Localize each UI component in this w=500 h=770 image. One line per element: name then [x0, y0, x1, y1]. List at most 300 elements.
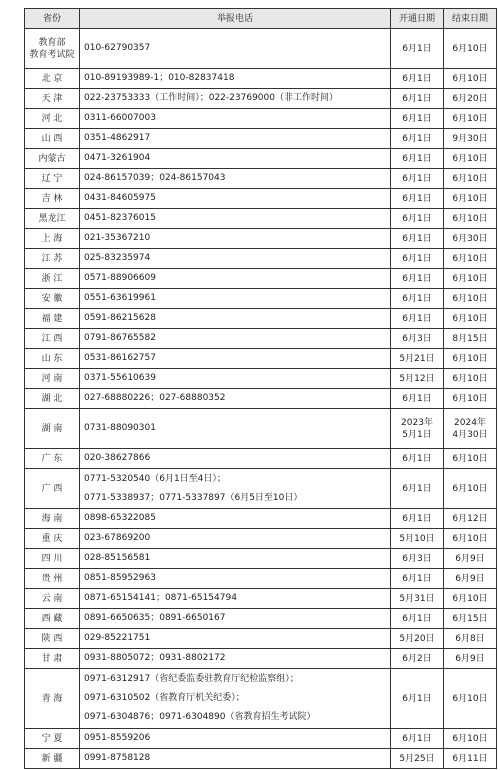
end-date-cell-text: 9月30日 [452, 133, 488, 144]
phone-cell [80, 89, 391, 109]
table-row [25, 189, 497, 209]
end-date-cell [444, 329, 497, 349]
start-date-cell-text: 6月1日 [402, 213, 432, 224]
phone-cell-text: 024-86157039；024-86157043 [84, 173, 226, 183]
end-date-cell-text: 6月10日 [452, 73, 488, 84]
phone-cell [80, 129, 391, 149]
table-row [25, 749, 497, 769]
phone-cell-text: 0531-86162757 [84, 353, 156, 363]
table-row [25, 649, 497, 669]
start-date-cell [391, 549, 444, 569]
province-cell-text: 安 徽 [41, 293, 63, 304]
start-date-cell [391, 69, 444, 89]
end-date-cell-text: 6月10日 [452, 293, 488, 304]
phone-cell [80, 109, 391, 129]
phone-cell [80, 149, 391, 169]
end-date-cell-text: 6月9日 [455, 653, 485, 664]
province-cell [25, 169, 80, 189]
table-row [25, 29, 497, 69]
province-cell [25, 569, 80, 589]
table-row [25, 549, 497, 569]
start-date-cell [391, 669, 444, 729]
start-date-cell-text: 6月1日 [402, 313, 432, 324]
start-date-cell-text: 6月1日 [402, 513, 432, 524]
start-date-cell-text: 5月10日 [399, 533, 435, 544]
table-row [25, 269, 497, 289]
phone-cell-text: 025-83235974 [84, 253, 151, 263]
phone-cell [80, 469, 391, 509]
start-date-cell-text: 6月1日 [402, 153, 432, 164]
start-date-cell [391, 509, 444, 529]
phone-cell [80, 309, 391, 329]
start-date-cell-text: 6月1日 [402, 693, 432, 704]
province-cell-text: 湖 北 [41, 393, 63, 404]
start-date-cell [391, 389, 444, 409]
end-date-cell-text: 6月10日 [452, 353, 488, 364]
end-date-cell-text: 6月10日 [452, 733, 488, 744]
end-date-cell [444, 169, 497, 189]
end-date-cell-text: 6月10日 [452, 533, 488, 544]
phone-cell-text: 0931-8805072；0931-8802172 [84, 653, 226, 663]
province-cell [25, 369, 80, 389]
start-date-cell [391, 309, 444, 329]
table-row [25, 569, 497, 589]
province-cell [25, 349, 80, 369]
province-cell-text: 浙 江 [41, 273, 63, 284]
end-date-cell [444, 549, 497, 569]
phone-cell-text: 0991-8758128 [84, 753, 151, 763]
end-date-cell [444, 729, 497, 749]
start-date-cell-text: 6月1日 [402, 483, 432, 494]
start-date-cell [391, 29, 444, 69]
start-date-cell [391, 89, 444, 109]
end-date-cell [444, 669, 497, 729]
start-date-cell [391, 209, 444, 229]
province-cell [25, 529, 80, 549]
table-row [25, 589, 497, 609]
phone-cell [80, 649, 391, 669]
province-cell-text: 河 南 [41, 373, 63, 384]
province-cell [25, 729, 80, 749]
phone-cell [80, 349, 391, 369]
end-date-cell [444, 109, 497, 129]
start-date-cell [391, 589, 444, 609]
province-cell [25, 109, 80, 129]
end-date-cell-text: 4月30日 [452, 429, 488, 440]
start-date-cell-text: 6月1日 [402, 453, 432, 464]
start-date-cell-text: 6月1日 [402, 573, 432, 584]
end-date-cell [444, 149, 497, 169]
start-date-cell [391, 569, 444, 589]
end-date-cell-text: 6月10日 [452, 43, 488, 54]
province-cell-text: 北 京 [41, 73, 63, 84]
phone-cell-text: 0471-3261904 [84, 153, 151, 163]
province-cell [25, 29, 80, 69]
end-date-cell [444, 229, 497, 249]
start-date-cell-text: 6月1日 [402, 73, 432, 84]
end-date-cell-text: 6月10日 [452, 593, 488, 604]
province-cell [25, 289, 80, 309]
province-cell [25, 749, 80, 769]
province-cell-text: 新 疆 [41, 753, 63, 764]
start-date-cell [391, 449, 444, 469]
province-cell [25, 409, 80, 449]
phone-cell [80, 569, 391, 589]
start-date-cell-text: 6月1日 [402, 133, 432, 144]
province-cell [25, 629, 80, 649]
table-row [25, 509, 497, 529]
end-date-cell [444, 629, 497, 649]
start-date-cell [391, 249, 444, 269]
table-row [25, 629, 497, 649]
province-cell-text: 天 津 [41, 93, 63, 104]
province-cell [25, 89, 80, 109]
end-date-cell-text: 6月15日 [452, 613, 488, 624]
table-row [25, 149, 497, 169]
end-date-cell-text: 6月10日 [452, 173, 488, 184]
table-row [25, 109, 497, 129]
province-cell-text: 吉 林 [41, 193, 63, 204]
phone-cell-text: 0571-88906609 [84, 273, 156, 283]
table-body [25, 29, 497, 769]
province-cell-text: 广 东 [41, 453, 63, 464]
start-date-cell [391, 729, 444, 749]
table-row [25, 609, 497, 629]
end-date-cell [444, 529, 497, 549]
phone-cell-text: 0371-55610639 [84, 373, 156, 383]
start-date-cell [391, 409, 444, 449]
table-row [25, 349, 497, 369]
end-date-cell [444, 609, 497, 629]
end-date-cell [444, 449, 497, 469]
phone-cell [80, 449, 391, 469]
phone-cell [80, 169, 391, 189]
province-cell-text: 内蒙古 [38, 153, 66, 164]
phone-cell-text: 020-38627866 [84, 453, 151, 463]
phone-cell-text: 0731-88090301 [84, 423, 156, 433]
phone-cell [80, 389, 391, 409]
end-date-cell-text: 6月10日 [452, 483, 488, 494]
province-cell-text: 四 川 [41, 553, 63, 564]
end-date-cell [444, 189, 497, 209]
start-date-cell-text: 5月25日 [399, 753, 435, 764]
end-date-cell [444, 29, 497, 69]
province-cell-text: 广 西 [41, 483, 63, 494]
table-row [25, 169, 497, 189]
table-row [25, 89, 497, 109]
phone-cell [80, 409, 391, 449]
province-cell-text: 湖 南 [41, 423, 63, 434]
phone-cell-text: 0971-6304876；0971-6304890（省教育招生考试院） [84, 712, 316, 722]
phone-cell [80, 229, 391, 249]
start-date-cell [391, 189, 444, 209]
phone-cell-text: 0311-66007003 [84, 113, 156, 123]
start-date-cell-text: 6月1日 [402, 253, 432, 264]
start-date-cell [391, 629, 444, 649]
province-cell-text: 青 海 [41, 693, 63, 704]
province-cell [25, 669, 80, 729]
province-cell [25, 649, 80, 669]
phone-cell [80, 729, 391, 749]
end-date-cell-text: 6月11日 [452, 753, 488, 764]
end-date-cell-text: 6月10日 [452, 273, 488, 284]
phone-cell [80, 669, 391, 729]
start-date-cell-text: 6月1日 [402, 293, 432, 304]
start-date-cell-text: 6月1日 [402, 273, 432, 284]
hotline-table-container [24, 8, 496, 769]
start-date-cell [391, 289, 444, 309]
end-date-cell [444, 509, 497, 529]
end-date-cell [444, 749, 497, 769]
phone-cell-text: 0591-86215628 [84, 313, 156, 323]
province-cell [25, 449, 80, 469]
end-date-cell-text: 8月15日 [452, 333, 488, 344]
phone-cell [80, 609, 391, 629]
start-date-cell-text: 6月2日 [402, 653, 432, 664]
province-cell [25, 589, 80, 609]
province-cell [25, 129, 80, 149]
phone-cell-text: 0771-5320540（6月1日至4日）； [84, 473, 226, 484]
province-cell-text: 教育考试院 [29, 49, 75, 60]
end-date-cell-text: 6月10日 [452, 213, 488, 224]
province-cell [25, 329, 80, 349]
phone-cell-text: 0551-63619961 [84, 293, 156, 303]
start-date-cell [391, 229, 444, 249]
start-date-cell-text: 5月20日 [399, 633, 435, 644]
end-date-cell [444, 269, 497, 289]
province-cell [25, 509, 80, 529]
phone-cell-text: 010-89193989-1；010-82837418 [84, 73, 235, 83]
end-date-cell [444, 309, 497, 329]
end-date-cell [444, 369, 497, 389]
start-date-cell-text: 6月1日 [402, 113, 432, 124]
phone-cell-text: 0971-6312917（省纪委监委驻教育厅纪检监察组）； [84, 674, 299, 684]
phone-cell-text: 0771-5338937；0771-5337897（6月5日至10日） [84, 492, 303, 503]
province-cell [25, 229, 80, 249]
header-start-date: 开通日期 [391, 9, 444, 29]
province-cell-text: 甘 肃 [41, 653, 63, 664]
hotline-table [24, 8, 497, 769]
province-cell [25, 209, 80, 229]
start-date-cell-text: 6月1日 [402, 43, 432, 54]
end-date-cell [444, 289, 497, 309]
start-date-cell [391, 149, 444, 169]
province-cell [25, 469, 80, 509]
start-date-cell-text: 5月21日 [399, 353, 435, 364]
end-date-cell-text: 6月30日 [452, 233, 488, 244]
table-row [25, 409, 497, 449]
table-row [25, 249, 497, 269]
end-date-cell-text: 6月9日 [455, 573, 485, 584]
start-date-cell [391, 349, 444, 369]
phone-cell [80, 269, 391, 289]
phone-cell-text: 022-23753333（工作时间）；022-23769000（非工作时间） [84, 93, 338, 103]
end-date-cell [444, 469, 497, 509]
end-date-cell-text: 6月10日 [452, 153, 488, 164]
table-row [25, 69, 497, 89]
province-cell [25, 389, 80, 409]
phone-cell-text: 0871-65154141；0871-65154794 [84, 593, 237, 603]
province-cell [25, 69, 80, 89]
header-end-date: 结束日期 [444, 9, 497, 29]
end-date-cell-text: 6月8日 [455, 633, 485, 644]
province-cell [25, 269, 80, 289]
table-header-row [25, 9, 497, 29]
province-cell-text: 黑龙江 [38, 213, 66, 224]
phone-cell-text: 0971-6310502（省教育厅机关纪委）； [84, 693, 245, 703]
phone-cell [80, 589, 391, 609]
end-date-cell [444, 589, 497, 609]
end-date-cell-text: 6月20日 [452, 93, 488, 104]
province-cell [25, 609, 80, 629]
province-cell [25, 309, 80, 329]
start-date-cell-text: 6月1日 [402, 233, 432, 244]
phone-cell [80, 509, 391, 529]
start-date-cell [391, 109, 444, 129]
table-row [25, 369, 497, 389]
end-date-cell [444, 209, 497, 229]
start-date-cell-text: 5月12日 [399, 373, 435, 384]
phone-cell-text: 010-62790357 [84, 43, 151, 53]
end-date-cell [444, 69, 497, 89]
phone-cell [80, 549, 391, 569]
start-date-cell [391, 369, 444, 389]
phone-cell [80, 69, 391, 89]
table-row [25, 449, 497, 469]
end-date-cell [444, 349, 497, 369]
phone-cell [80, 529, 391, 549]
table-row [25, 469, 497, 509]
start-date-cell [391, 129, 444, 149]
province-cell-text: 河 北 [41, 113, 63, 124]
end-date-cell [444, 129, 497, 149]
province-cell-text: 云 南 [41, 593, 63, 604]
start-date-cell-text: 2023年 [401, 417, 433, 428]
province-cell [25, 189, 80, 209]
start-date-cell [391, 649, 444, 669]
table-row [25, 729, 497, 749]
start-date-cell-text: 6月3日 [402, 553, 432, 564]
header-phone: 举报电话 [80, 9, 391, 29]
end-date-cell-text: 6月10日 [452, 313, 488, 324]
end-date-cell-text: 2024年 [454, 417, 486, 428]
phone-cell [80, 29, 391, 69]
phone-cell [80, 749, 391, 769]
start-date-cell [391, 609, 444, 629]
phone-cell [80, 329, 391, 349]
end-date-cell-text: 6月10日 [452, 393, 488, 404]
start-date-cell-text: 6月1日 [402, 193, 432, 204]
province-cell-text: 福 建 [41, 313, 63, 324]
table-row [25, 669, 497, 729]
end-date-cell [444, 569, 497, 589]
phone-cell-text: 0951-8559206 [84, 733, 151, 743]
table-row [25, 529, 497, 549]
phone-cell-text: 028-85156581 [84, 553, 151, 563]
end-date-cell-text: 6月10日 [452, 453, 488, 464]
end-date-cell-text: 6月10日 [452, 253, 488, 264]
start-date-cell [391, 169, 444, 189]
phone-cell [80, 629, 391, 649]
province-cell-text: 陕 西 [41, 633, 63, 644]
province-cell-text: 山 东 [41, 353, 63, 364]
start-date-cell [391, 529, 444, 549]
province-cell-text: 江 苏 [41, 253, 63, 264]
table-row [25, 389, 497, 409]
phone-cell-text: 021-35367210 [84, 233, 151, 243]
start-date-cell-text: 6月1日 [402, 733, 432, 744]
province-cell-text: 宁 夏 [41, 733, 63, 744]
province-cell [25, 249, 80, 269]
province-cell-text: 海 南 [41, 513, 63, 524]
province-cell [25, 549, 80, 569]
start-date-cell-text: 6月1日 [402, 93, 432, 104]
province-cell-text: 西 藏 [41, 613, 63, 624]
start-date-cell [391, 469, 444, 509]
province-cell-text: 贵 州 [41, 573, 63, 584]
table-row [25, 309, 497, 329]
province-cell-text: 上 海 [41, 233, 63, 244]
province-cell-text: 教育部 [38, 37, 66, 48]
start-date-cell-text: 5月31日 [399, 593, 435, 604]
phone-cell [80, 289, 391, 309]
start-date-cell [391, 749, 444, 769]
end-date-cell [444, 89, 497, 109]
end-date-cell [444, 649, 497, 669]
phone-cell-text: 023-67869200 [84, 533, 151, 543]
province-cell-text: 辽 宁 [41, 173, 63, 184]
table-row [25, 289, 497, 309]
phone-cell-text: 0351-4862917 [84, 133, 151, 143]
phone-cell-text: 0451-82376015 [84, 213, 156, 223]
phone-cell-text: 029-85221751 [84, 633, 151, 643]
phone-cell-text: 027-68880226；027-68880352 [84, 393, 226, 403]
end-date-cell-text: 6月10日 [452, 193, 488, 204]
phone-cell-text: 0898-65322085 [84, 513, 156, 523]
province-cell-text: 山 西 [41, 133, 63, 144]
start-date-cell-text: 6月1日 [402, 393, 432, 404]
start-date-cell-text: 5月1日 [402, 429, 432, 440]
end-date-cell-text: 6月10日 [452, 373, 488, 384]
table-row [25, 229, 497, 249]
start-date-cell [391, 269, 444, 289]
table-row [25, 209, 497, 229]
table-row [25, 129, 497, 149]
end-date-cell-text: 6月9日 [455, 553, 485, 564]
end-date-cell [444, 249, 497, 269]
phone-cell [80, 369, 391, 389]
province-cell-text: 重 庆 [41, 533, 63, 544]
phone-cell [80, 189, 391, 209]
end-date-cell-text: 6月12日 [452, 513, 488, 524]
end-date-cell [444, 389, 497, 409]
table-row [25, 329, 497, 349]
phone-cell-text: 0791-86765582 [84, 333, 156, 343]
phone-cell [80, 249, 391, 269]
phone-cell-text: 0851-85952963 [84, 573, 156, 583]
header-province: 省份 [25, 9, 80, 29]
start-date-cell-text: 6月1日 [402, 613, 432, 624]
province-cell [25, 149, 80, 169]
start-date-cell-text: 6月1日 [402, 173, 432, 184]
phone-cell [80, 209, 391, 229]
start-date-cell-text: 6月3日 [402, 333, 432, 344]
end-date-cell-text: 6月10日 [452, 113, 488, 124]
phone-cell-text: 0891-6650635；0891-6650167 [84, 613, 226, 623]
end-date-cell-text: 6月10日 [452, 693, 488, 704]
start-date-cell [391, 329, 444, 349]
end-date-cell [444, 409, 497, 449]
